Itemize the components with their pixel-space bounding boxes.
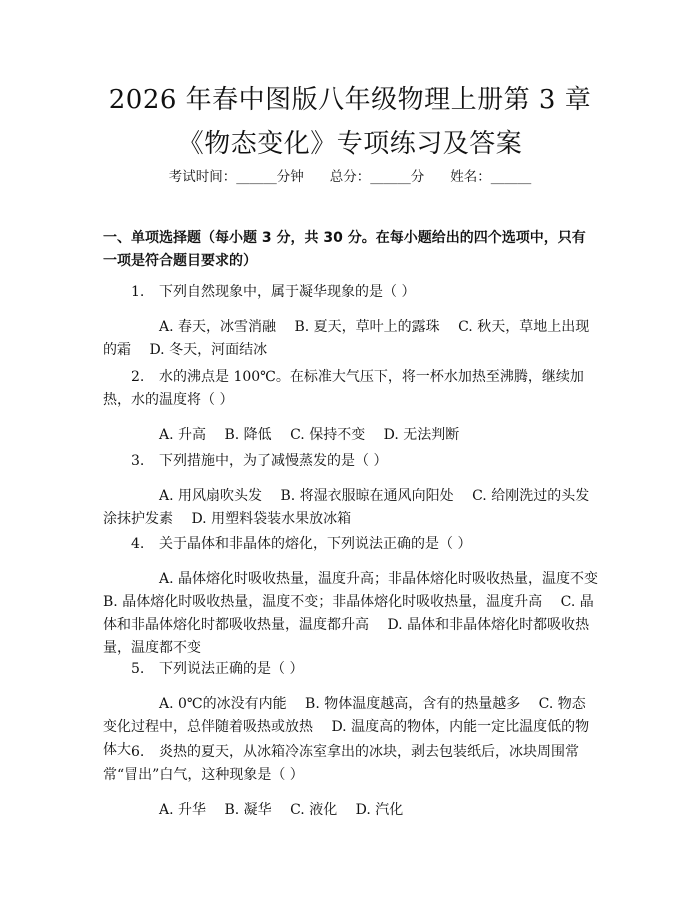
name-label: 姓名：______ — [450, 169, 532, 185]
question-number: 4. — [131, 536, 145, 552]
question-stem-line — [103, 366, 599, 412]
question-number: 1. — [131, 284, 145, 300]
question-options: A. 升华 B. 凝华 C. 液化 D. 汽化 — [159, 802, 404, 818]
question-options: A. 0℃的冰没有内能 B. 物体温度越高，含有的热量越多 C. 物态变化过程中，总伴随着吸热或放热 D. 温度高的物体，内能一定比温度低的物体大 — [103, 696, 590, 758]
question-item — [103, 741, 599, 822]
total-score-label: 总分：______分 — [329, 169, 425, 185]
exam-meta — [0, 166, 700, 188]
question-number: 6. — [131, 744, 145, 760]
section-title: 一、单项选择题（每小题 3 分，共 30 分。在每小题给出的四个选项中，只有一项是符合题目要求的） — [103, 230, 586, 269]
document-title: 2026 年春中图版八年级物理上册第 3 章《物态变化》专项练习及答案 — [108, 85, 592, 159]
question-stem: 下列说法正确的是（ ） — [159, 661, 304, 677]
question-stem: 水的沸点是 100℃。在标准大气压下，将一杯水加热至沸腾，继续加热，水的温度将（ ） — [103, 369, 584, 408]
question-number: 5. — [131, 661, 145, 677]
question-options: A. 晶体熔化时吸收热量，温度升高；非晶体熔化时吸收热量，温度不变 B. 晶体熔化时吸收热量，温度不变；非晶体熔化时吸收热量，温度升高 C. 晶体和非晶体熔化时都吸收热量，温度都升高 D. 晶体和非晶体熔化时都吸收热量，温度都不变 — [103, 571, 617, 656]
question-options: A. 春天，冰雪消融 B. 夏天，草叶上的露珠 C. 秋天，草地上出现的霜 D. 冬天，河面结冰 — [103, 319, 590, 358]
question-stem-line — [103, 658, 599, 681]
exam-time-label: 考试时间：______分钟 — [168, 169, 304, 185]
question-item — [103, 281, 599, 362]
question-options: A. 用风扇吹头发 B. 将湿衣服晾在通风向阳处 C. 给刚洗过的头发涂抹护发素 D. 用塑料袋装水果放冰箱 — [103, 488, 590, 527]
question-stem: 下列措施中，为了减慢蒸发的是（ ） — [159, 453, 388, 469]
question-number: 3. — [131, 453, 145, 469]
question-number: 2. — [131, 369, 145, 385]
question-item — [103, 533, 617, 660]
question-item — [103, 366, 599, 447]
question-stem-line — [103, 450, 599, 473]
question-stem: 下列自然现象中，属于凝华现象的是（ ） — [159, 284, 416, 300]
question-stem: 关于晶体和非晶体的熔化，下列说法正确的是（ ） — [159, 536, 472, 552]
question-options: A. 升高 B. 降低 C. 保持不变 D. 无法判断 — [159, 427, 460, 443]
question-stem-line — [103, 741, 599, 787]
question-stem: 炎热的夏天，从冰箱冷冻室拿出的冰块，剥去包装纸后，冰块周围常常“冒出”白气，这种现象是（ ） — [103, 744, 579, 783]
question-item — [103, 450, 599, 531]
question-stem-line — [103, 533, 599, 556]
